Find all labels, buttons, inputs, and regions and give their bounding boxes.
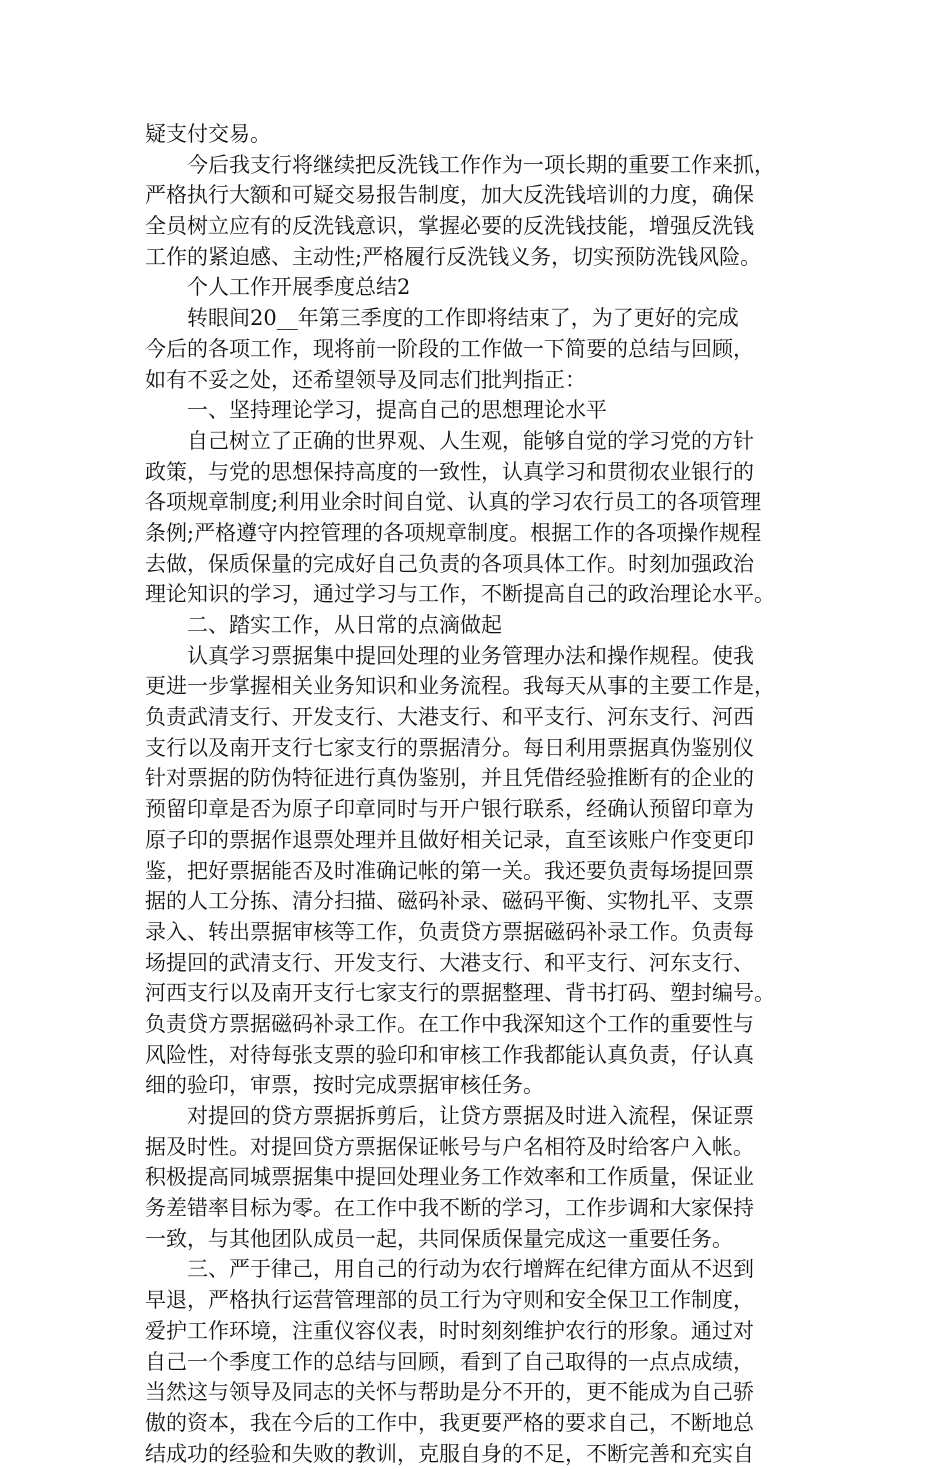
text-line: 原子印的票据作退票处理并且做好相关记录，直至该账户作变更印	[145, 827, 754, 852]
text-line: 鉴，把好票据能否及时准确记帐的第一关。我还要负责每场提回票	[145, 858, 754, 883]
text-line: 去做，保质保量的完成好自己负责的各项具体工作。时刻加强政治	[145, 551, 754, 576]
text-line: 工作的紧迫感、主动性;严格履行反洗钱义务，切实预防洗钱风险。	[145, 244, 762, 269]
text-line: 全员树立应有的反洗钱意识，掌握必要的反洗钱技能，增强反洗钱	[145, 214, 754, 239]
text-line: 负责武清支行、开发支行、大港支行、和平支行、河东支行、河西	[145, 705, 754, 730]
text-line: 务差错率目标为零。在工作中我不断的学习，工作步调和大家保持	[145, 1196, 754, 1221]
text-line: 转眼间20__年第三季度的工作即将结束了，为了更好的完成	[145, 306, 739, 331]
text-line: 负责贷方票据磁码补录工作。在工作中我深知这个工作的重要性与	[145, 1011, 754, 1036]
text-line: 政策，与党的思想保持高度的一致性，认真学习和贯彻农业银行的	[145, 459, 754, 484]
text-line: 三、严于律己，用自己的行动为农行增辉在纪律方面从不迟到	[145, 1257, 754, 1282]
text-line: 早退，严格执行运营管理部的员工行为守则和安全保卫工作制度，	[145, 1288, 754, 1313]
text-line: 当然这与领导及同志的关怀与帮助是分不开的，更不能成为自己骄	[145, 1380, 754, 1405]
text-line: 结成功的经验和失败的教训，克服自身的不足，不断完善和充实自	[145, 1441, 754, 1466]
text-line: 细的验印，审票，按时完成票据审核任务。	[145, 1073, 544, 1098]
text-line: 录入、转出票据审核等工作，负责贷方票据磁码补录工作。负责每	[145, 919, 754, 944]
text-line: 严格执行大额和可疑交易报告制度，加大反洗钱培训的力度，确保	[145, 183, 754, 208]
text-line: 自己树立了正确的世界观、人生观，能够自觉的学习党的方针	[145, 428, 754, 453]
text-line: 一致，与其他团队成员一起，共同保质保量完成这一重要任务。	[145, 1226, 733, 1251]
text-line: 自己一个季度工作的总结与回顾，看到了自己取得的一点点成绩，	[145, 1349, 754, 1374]
text-line: 认真学习票据集中提回处理的业务管理办法和操作规程。使我	[145, 643, 754, 668]
text-line: 条例;严格遵守内控管理的各项规章制度。根据工作的各项操作规程	[145, 520, 762, 545]
text-line: 更进一步掌握相关业务知识和业务流程。我每天从事的主要工作是，	[145, 674, 775, 699]
text-line: 各项规章制度;利用业余时间自觉、认真的学习农行员工的各项管理	[145, 490, 762, 515]
text-line: 疑支付交易。	[145, 122, 271, 146]
text-line: 一、坚持理论学习，提高自己的思想理论水平	[145, 398, 607, 423]
text-line: 积极提高同城票据集中提回处理业务工作效率和工作质量，保证业	[145, 1165, 754, 1190]
text-line: 河西支行以及南开支行七家支行的票据整理、背书打码、塑封编号。	[145, 981, 775, 1006]
text-line: 如有不妥之处，还希望领导及同志们批判指正：	[145, 367, 586, 392]
text-line: 风险性，对待每张支票的验印和审核工作我都能认真负责，仔认真	[145, 1042, 754, 1067]
text-line: 据的人工分拣、清分扫描、磁码补录、磁码平衡、实物扎平、支票	[145, 889, 754, 914]
text-line: 对提回的贷方票据拆剪后，让贷方票据及时进入流程，保证票	[145, 1104, 754, 1128]
text-line: 支行以及南开支行七家支行的票据清分。每日利用票据真伪鉴别仪	[145, 735, 754, 760]
text-line: 今后我支行将继续把反洗钱工作作为一项长期的重要工作来抓，	[145, 152, 775, 177]
text-line: 爱护工作环境，注重仪容仪表，时时刻刻维护农行的形象。通过对	[145, 1318, 754, 1343]
text-line: 傲的资本，我在今后的工作中，我更要严格的要求自己，不断地总	[145, 1410, 754, 1435]
text-line: 场提回的武清支行、开发支行、大港支行、和平支行、河东支行、	[145, 950, 754, 975]
text-line: 二、踏实工作，从日常的点滴做起	[145, 613, 502, 637]
text-line: 个人工作开展季度总结2	[145, 275, 411, 300]
text-line: 针对票据的防伪特征进行真伪鉴别，并且凭借经验推断有的企业的	[145, 766, 754, 791]
document-body	[145, 119, 825, 1469]
text-line: 今后的各项工作，现将前一阶段的工作做一下简要的总结与回顾，	[145, 336, 754, 361]
text-line: 据及时性。对提回贷方票据保证帐号与户名相符及时给客户入帐。	[145, 1134, 754, 1159]
text-line: 理论知识的学习，通过学习与工作，不断提高自己的政治理论水平。	[145, 582, 775, 607]
text-line: 预留印章是否为原子印章同时与开户银行联系，经确认预留印章为	[145, 797, 754, 822]
